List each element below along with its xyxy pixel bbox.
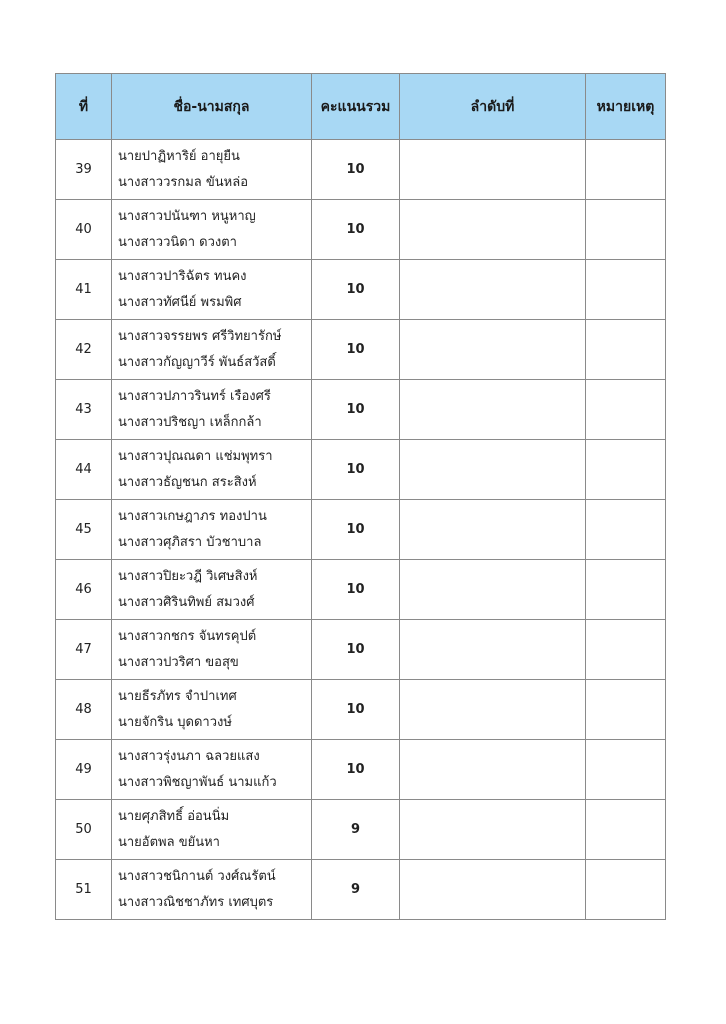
rank-cell xyxy=(400,560,586,620)
rank-cell xyxy=(400,860,586,920)
member-name-2: นางสาวศิรินทิพย์ สมวงศ์ xyxy=(118,594,255,610)
note-cell xyxy=(586,140,666,200)
score-cell: 10 xyxy=(312,680,400,740)
table-row xyxy=(56,440,666,500)
score-cell: 10 xyxy=(312,500,400,560)
note-cell xyxy=(586,800,666,860)
name-cell xyxy=(112,380,312,440)
row-number: 43 xyxy=(56,380,112,440)
member-name-2: นางสาวพิชญาพันธ์ นามแก้ว xyxy=(118,774,277,790)
name-cell xyxy=(112,500,312,560)
table-row xyxy=(56,560,666,620)
name-cell xyxy=(112,260,312,320)
member-name-1: นางสาวชนิกานต์ วงศ์ณรัตน์ xyxy=(118,868,276,884)
table-row xyxy=(56,680,666,740)
score-cell: 10 xyxy=(312,440,400,500)
header-name: ชื่อ-นามสกุล xyxy=(112,74,312,140)
table-row xyxy=(56,200,666,260)
score-cell: 10 xyxy=(312,380,400,440)
rank-cell xyxy=(400,740,586,800)
rank-cell xyxy=(400,140,586,200)
table-row xyxy=(56,320,666,380)
member-name-2: นางสาววนิดา ดวงตา xyxy=(118,234,237,250)
row-number: 42 xyxy=(56,320,112,380)
member-name-1: นางสาวปุณณดา แช่มพุทรา xyxy=(118,448,273,464)
note-cell xyxy=(586,260,666,320)
score-cell: 10 xyxy=(312,560,400,620)
score-cell: 10 xyxy=(312,740,400,800)
table-body xyxy=(56,140,666,920)
rank-cell xyxy=(400,260,586,320)
header-row xyxy=(56,74,666,140)
header-score: คะแนนรวม xyxy=(312,74,400,140)
score-cell: 9 xyxy=(312,800,400,860)
table-row xyxy=(56,380,666,440)
rank-cell xyxy=(400,800,586,860)
rank-cell xyxy=(400,500,586,560)
note-cell xyxy=(586,380,666,440)
table-header xyxy=(56,74,666,140)
name-cell xyxy=(112,560,312,620)
member-name-2: นายอัตพล ขยันหา xyxy=(118,834,220,850)
member-name-1: นางสาวปนันฑา หนูหาญ xyxy=(118,208,256,224)
member-name-1: นายปาฏิหาริย์ อายุยืน xyxy=(118,148,240,164)
member-name-2: นางสาววรกมล ขันหล่อ xyxy=(118,174,249,190)
member-name-2: นางสาวณิชชาภัทร เทศบุตร xyxy=(118,894,274,910)
score-cell: 10 xyxy=(312,260,400,320)
name-cell xyxy=(112,860,312,920)
note-cell xyxy=(586,560,666,620)
rank-cell xyxy=(400,620,586,680)
member-name-2: นางสาวปวริศา ขอสุข xyxy=(118,654,239,670)
row-number: 47 xyxy=(56,620,112,680)
header-note: หมายเหตุ xyxy=(586,74,666,140)
row-number: 48 xyxy=(56,680,112,740)
name-cell xyxy=(112,800,312,860)
name-cell xyxy=(112,740,312,800)
score-cell: 10 xyxy=(312,620,400,680)
table-row xyxy=(56,620,666,680)
table-row xyxy=(56,140,666,200)
member-name-1: นางสาวปิยะวฎี วิเศษสิงห์ xyxy=(118,568,258,584)
score-cell: 10 xyxy=(312,200,400,260)
note-cell xyxy=(586,680,666,740)
rank-cell xyxy=(400,320,586,380)
table-row xyxy=(56,860,666,920)
member-name-2: นางสาวทัศนีย์ พรมพิศ xyxy=(118,294,242,310)
member-name-2: นางสาวปริชญา เหล็กกล้า xyxy=(118,414,262,430)
name-cell xyxy=(112,680,312,740)
rank-cell xyxy=(400,440,586,500)
note-cell xyxy=(586,740,666,800)
table-row xyxy=(56,800,666,860)
name-cell xyxy=(112,140,312,200)
name-cell xyxy=(112,320,312,380)
row-number: 49 xyxy=(56,740,112,800)
score-cell: 10 xyxy=(312,140,400,200)
header-no: ที่ xyxy=(56,74,112,140)
member-name-1: นางสาวปาริฉัตร ทนคง xyxy=(118,268,247,284)
row-number: 45 xyxy=(56,500,112,560)
rank-cell xyxy=(400,380,586,440)
row-number: 44 xyxy=(56,440,112,500)
header-rank: ลำดับที่ xyxy=(400,74,586,140)
row-number: 39 xyxy=(56,140,112,200)
score-cell: 10 xyxy=(312,320,400,380)
member-name-1: นางสาวเกษฎาภร ทองปาน xyxy=(118,508,267,524)
name-cell xyxy=(112,200,312,260)
note-cell xyxy=(586,440,666,500)
row-number: 41 xyxy=(56,260,112,320)
rank-cell xyxy=(400,200,586,260)
member-name-2: นางสาวกัญญาวีร์ พันธ์สวัสดิ์ xyxy=(118,354,276,370)
score-table xyxy=(55,73,666,920)
table-row xyxy=(56,500,666,560)
note-cell xyxy=(586,620,666,680)
member-name-1: นางสาวปภาวรินทร์ เรืองศรี xyxy=(118,388,271,404)
row-number: 46 xyxy=(56,560,112,620)
note-cell xyxy=(586,500,666,560)
member-name-1: นางสาวจรรยพร ศรีวิทยารักษ์ xyxy=(118,328,282,344)
table-row xyxy=(56,260,666,320)
member-name-2: นางสาวศุภิสรา บัวชาบาล xyxy=(118,534,262,550)
name-cell xyxy=(112,440,312,500)
note-cell xyxy=(586,320,666,380)
member-name-2: นางสาวธัญชนก สระสิงห์ xyxy=(118,474,257,490)
row-number: 40 xyxy=(56,200,112,260)
name-cell xyxy=(112,620,312,680)
score-cell: 9 xyxy=(312,860,400,920)
row-number: 51 xyxy=(56,860,112,920)
rank-cell xyxy=(400,680,586,740)
row-number: 50 xyxy=(56,800,112,860)
member-name-1: นางสาวรุ่งนภา ฉลวยแสง xyxy=(118,748,260,764)
member-name-2: นายจักริน บุดดาวงษ์ xyxy=(118,714,232,730)
note-cell xyxy=(586,200,666,260)
note-cell xyxy=(586,860,666,920)
table-row xyxy=(56,740,666,800)
member-name-1: นางสาวกชกร จันทรคุปต์ xyxy=(118,628,257,644)
member-name-1: นายศุภสิทธิ์ อ่อนนิ่ม xyxy=(118,808,230,824)
member-name-1: นายธีรภัทร จำปาเทศ xyxy=(118,688,237,704)
